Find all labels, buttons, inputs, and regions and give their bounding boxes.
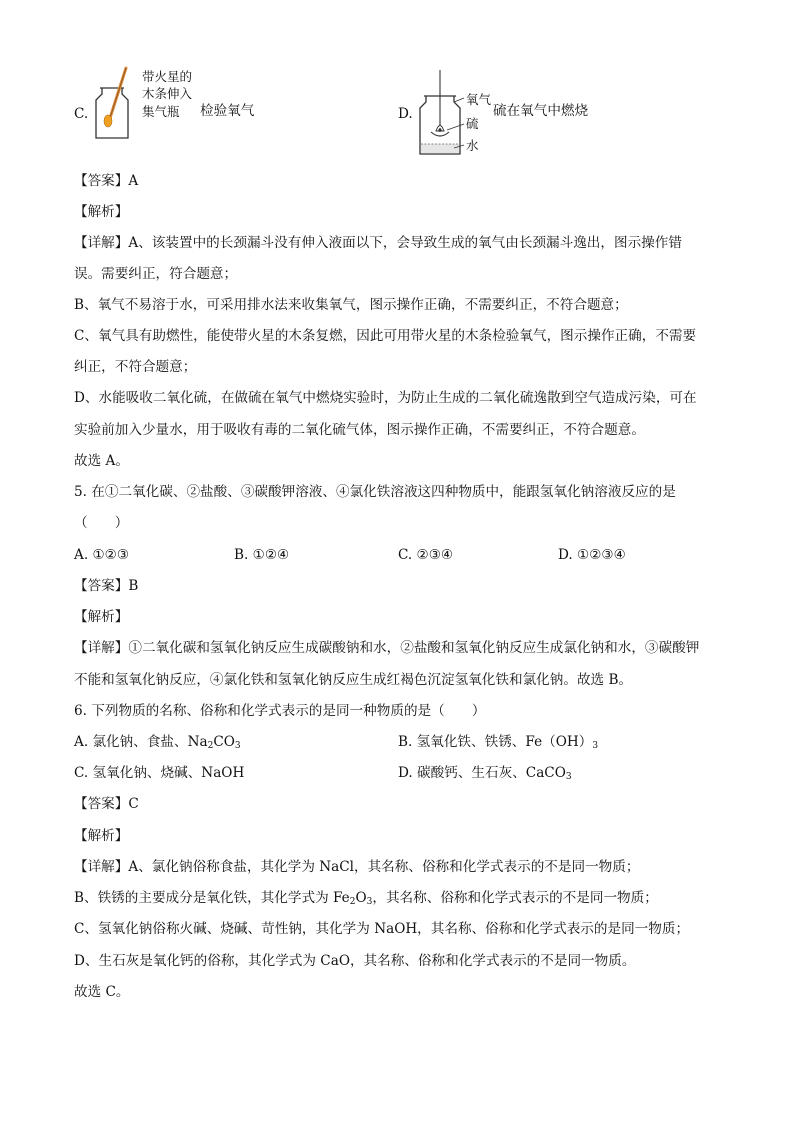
figure-d-label-water: 水 <box>466 138 479 153</box>
q5-answer: 【答案】B <box>74 578 139 594</box>
q5-stem-line1: 5. 在①二氧化碳、②盐酸、③碳酸钾溶液、④氯化铁溶液这四种物质中，能跟氢氧化钠溶液反应的是 <box>74 484 676 500</box>
q6-d-explanation: D、生石灰是氧化钙的俗称，其化学式为 CaO，其名称、俗称和化学式表示的不是同一物质。 <box>74 953 636 969</box>
figure-c-caption: 检验氧气 <box>200 103 255 119</box>
figure-d-label-oxygen: 氧气 <box>466 92 492 107</box>
q4-detail-line2: 误。需要纠正，符合题意； <box>74 266 238 282</box>
q4-conclusion: 故选 A。 <box>74 453 129 469</box>
q4-analysis-tag: 【解析】 <box>74 204 129 220</box>
q6-option-a: A. 氯化钠、食盐、$Na_2CO_3$ <box>74 734 241 751</box>
figure-c-letter: C. <box>74 106 89 122</box>
figure-d-label-sulfur: 硫 <box>466 116 479 131</box>
figure-c-label-line3: 集气瓶 <box>142 104 180 119</box>
figure-d-sulfur-burning-illustration <box>414 68 470 158</box>
q4-b-explanation: B、氧气不易溶于水，可采用排水法来收集氧气，图示操作正确，不需要纠正，不符合题意； <box>74 297 628 313</box>
q5-option-a: A. ①②③ <box>74 547 130 563</box>
figure-d-caption: 硫在氧气中燃烧 <box>493 103 589 119</box>
q5-option-d: D. ①②③④ <box>558 547 626 563</box>
q6-answer: 【答案】C <box>74 796 139 812</box>
q6-conclusion: 故选 C。 <box>74 984 130 1000</box>
q5-stem-line2: （ ） <box>74 515 129 531</box>
q4-answer: 【答案】A <box>74 173 139 189</box>
q4-d-explanation-line2: 实验前加入少量水，用于吸收有毒的二氧化硫气体，图示操作正确，不需要纠正，不符合题意。 <box>74 422 645 438</box>
q5-option-c: C. ②③④ <box>398 547 454 563</box>
q6-b-explanation: B、铁锈的主要成分是氧化铁，其化学式为 $Fe_2O_3$，其名称、俗称和化学式表示的不是同一物质； <box>74 890 658 907</box>
figure-c-label-line1: 带火星的 <box>142 69 193 84</box>
figure-c-gas-jar-illustration <box>88 66 148 146</box>
q6-c-explanation: C、氢氧化钠俗称火碱、烧碱、苛性钠，其化学为 NaOH，其名称、俗称和化学式表示的是同一物质； <box>74 921 690 937</box>
q5-detail-line1: 【详解】①二氧化碳和氢氧化钠反应生成碳酸钠和水，②盐酸和氢氧化钠反应生成氯化钠和水，③碳酸钾 <box>74 640 700 656</box>
figure-c-label-line2: 木条伸入 <box>142 86 193 101</box>
q4-detail-line1: 【详解】A、该装置中的长颈漏斗没有伸入液面以下，会导致生成的氧气由长颈漏斗逸出，图示操作错 <box>74 235 682 251</box>
q5-detail-line2: 不能和氢氧化钠反应，④氯化铁和氢氧化钠反应生成红褐色沉淀氢氧化铁和氯化钠。故选 B。 <box>74 672 633 688</box>
figure-d-letter: D. <box>398 106 413 122</box>
q6-stem: 6. 下列物质的名称、俗称和化学式表示的是同一种物质的是（ ） <box>74 703 486 719</box>
q6-a-explanation: 【详解】A、氯化钠俗称食盐，其化学为 NaCl，其名称、俗称和化学式表示的不是同一物质； <box>74 859 640 875</box>
q6-option-b: B. 氢氧化铁、铁锈、$Fe(OH)_3$ <box>398 734 599 751</box>
q6-analysis-tag: 【解析】 <box>74 828 129 844</box>
q6-option-c: C. 氢氧化钠、烧碱、NaOH <box>74 765 245 781</box>
q4-c-explanation-line2: 纠正，不符合题意； <box>74 359 197 375</box>
q4-d-explanation-line1: D、水能吸收二氧化硫，在做硫在氧气中燃烧实验时，为防止生成的二氧化硫逸散到空气造成污染，可在 <box>74 390 697 406</box>
q6-option-d: D. 碳酸钙、生石灰、CaCO$_3$ <box>398 765 572 782</box>
q5-option-b: B. ①②④ <box>234 547 290 563</box>
q5-analysis-tag: 【解析】 <box>74 609 129 625</box>
q4-c-explanation-line1: C、氧气具有助燃性，能使带火星的木条复燃，因此可用带火星的木条检验氧气，图示操作正确，不需要 <box>74 328 697 344</box>
